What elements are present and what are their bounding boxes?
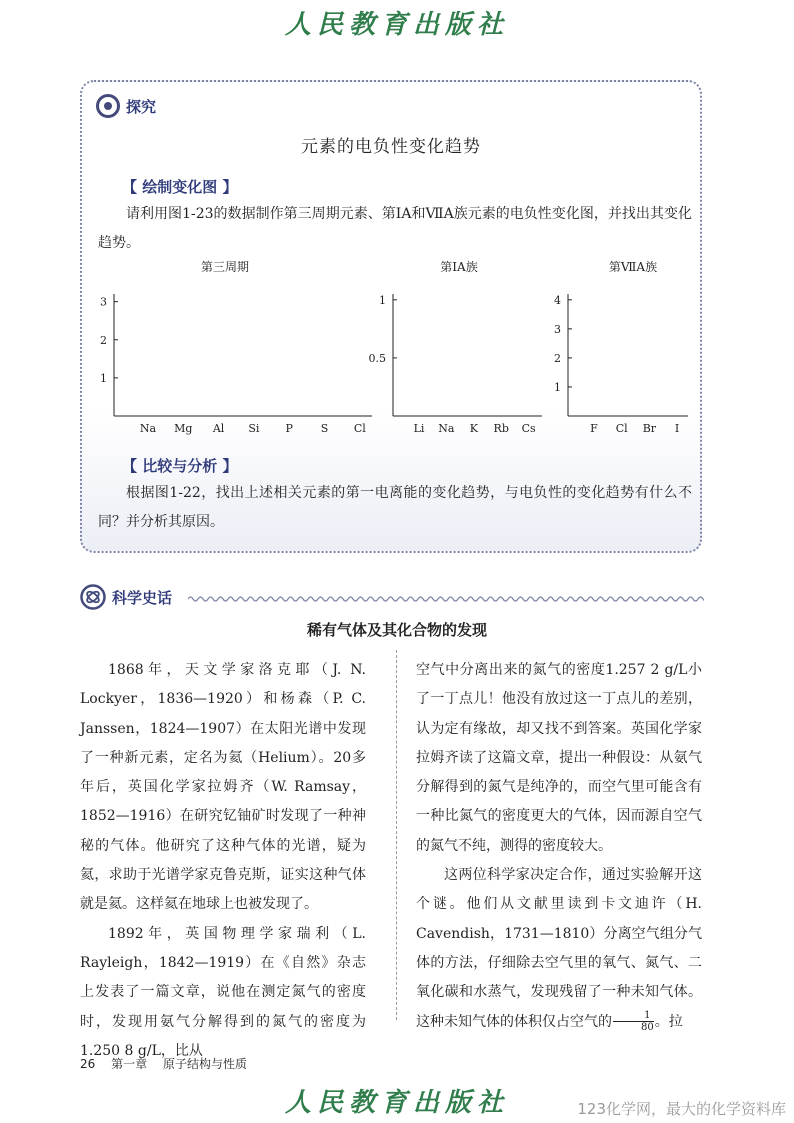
x-tick-label: F [590,422,598,435]
y-tick-label: 2 [100,333,107,347]
x-tick-label: Na [139,422,157,435]
chart-title: 第ⅠA族 [440,260,478,274]
y-tick-label: 1 [554,380,561,394]
page-footer [80,1055,259,1072]
history-text: 这两位科学家决定合作，通过实验解开这个谜。他们从文献里读到卡文迪许（H. Cavendish，1731—1810）分离空气组分气体的方法，仔细除去空气里的氧气、氮气、二氧化碳和水蒸气，发现残留了一种未知气体。这种未知气体的体积仅占空气的 [416,867,702,1030]
fraction-numerator: 1 [613,1010,654,1022]
chart-title: 第三周期 [200,260,250,274]
watermark: 123化学网，最大的化学资料库 [577,1100,786,1118]
history-column-left [80,656,366,1066]
compare-heading: 【 比较与分析 】 [122,457,238,475]
page-number: 26 [80,1057,96,1071]
inquiry-header [96,94,156,118]
y-tick-label: 3 [554,322,561,336]
history-column-right [416,656,702,1037]
x-tick-label: P [285,422,293,435]
history-paragraph-last [416,861,702,1037]
x-tick-label: Mg [174,422,193,435]
y-tick-label: 1 [379,293,386,307]
x-tick-label: Rb [493,422,509,435]
chapter-label: 第一章 [111,1057,148,1071]
x-tick-label: Cl [615,422,628,435]
chart-group7a [82,258,692,442]
fraction [613,1010,654,1033]
history-paragraph: 1868年，天文学家洛克耶（J. N. Lockyer，1836—1920）和杨森（P. C. Janssen，1824—1907）在太阳光谱中发现了一种新元素，定名为氦（Helium）。20多年后，英国化学家拉姆齐（W. Ramsay，1852—1916）在研究钇铀矿时发现了一种神秘的气体。他研究了这种气体的光谱，疑为氦，求助于光谱学家克鲁克斯，证实这种气体就是氦。这样氦在地球上也被发现了。 [80,662,366,913]
y-tick-label: 1 [100,371,107,385]
history-paragraph: 空气中分离出来的氮气的密度1.257 2 g/L小了一丁点儿！他没有放过这一丁点儿的差别，认为定有缘故，却又找不到答案。英国化学家拉姆齐读了这篇文章，提出一种假设：从氨气分解得到的氮气是纯净的，而空气里可能含有一种比氮气的密度更大的气体，因而源自空气的氮气不纯，测得的密度较大。 [416,662,702,854]
chart-title: 第ⅦA族 [608,260,658,274]
inquiry-box [80,80,702,553]
inquiry-label: 探究 [126,97,157,116]
x-tick-label: Cl [353,422,366,435]
chart-svg [82,258,692,438]
target-icon [96,94,120,118]
compare-text: 根据图1-22，找出上述相关元素的第一电离能的变化趋势，与电负性的变化趋势有什么不同？并分析其原因。 [98,485,692,530]
fraction-denominator: 80 [641,1022,654,1034]
column-divider [396,650,397,1020]
chapter-title: 原子结构与性质 [162,1057,247,1071]
draw-text: 请利用图1-23的数据制作第三周期元素、第ⅠA和ⅦA族元素的电负性变化图，并找出其变化趋势。 [98,206,692,251]
publisher-logo-top: 人民教育出版社 [284,10,509,40]
x-tick-label: Li [413,422,425,435]
y-tick-label: 3 [100,295,107,309]
x-tick-label: Cs [521,422,536,435]
history-text-tail: 。拉 [654,1013,683,1030]
x-tick-label: Si [248,422,260,435]
inquiry-title: 元素的电负性变化趋势 [301,137,481,157]
history-header [80,584,172,610]
atom-icon [80,584,106,610]
wave-divider [188,594,704,604]
x-tick-label: Al [212,422,225,435]
y-tick-label: 4 [554,293,561,307]
history-title: 稀有气体及其化合物的发现 [306,621,487,639]
draw-heading: 【 绘制变化图 】 [122,178,238,196]
history-paragraph: 1892年，英国物理学家瑞利（L. Rayleigh，1842—1919）在《自然》杂志上发表了一篇文章，说他在测定氮气的密度时，发现用氨气分解得到的氮气的密度为1.250 8 g/L，比从 [80,925,366,1059]
publisher-logo-bottom: 人民教育出版社 [284,1088,509,1118]
x-tick-label: K [469,422,478,435]
x-tick-label: Na [438,422,455,435]
x-tick-label: S [320,422,329,435]
y-tick-label: 0.5 [368,351,386,365]
history-label: 科学史话 [112,588,173,607]
x-tick-label: I [674,422,680,435]
x-tick-label: Br [642,422,657,435]
y-tick-label: 2 [554,351,561,365]
